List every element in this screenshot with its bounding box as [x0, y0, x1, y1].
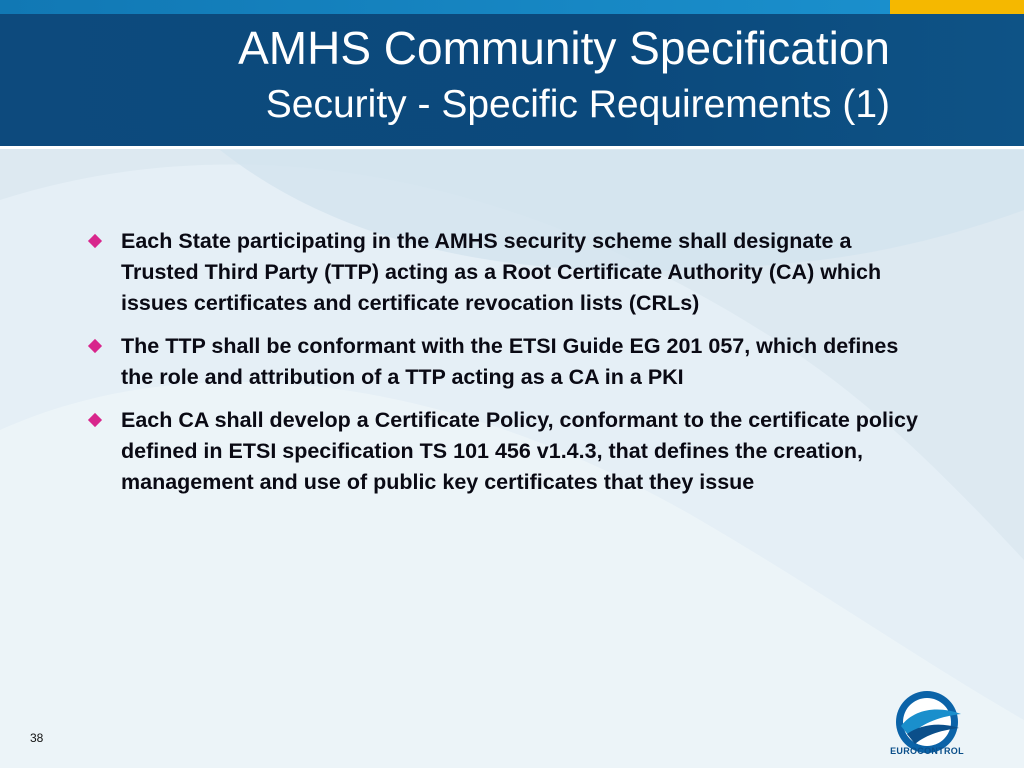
bullet-item	[84, 331, 934, 393]
bullet-list	[84, 226, 934, 510]
diamond-bullet-icon	[88, 234, 102, 248]
diamond-bullet-icon	[88, 339, 102, 353]
bullet-text: The TTP shall be conformant with the ETSI Guide EG 201 057, which defines the role and attribution of a TTP acting as a CA in a PKI	[121, 334, 899, 389]
header-rule	[0, 146, 1024, 149]
slide-title: AMHS Community Specification	[238, 22, 890, 74]
diamond-bullet-icon	[88, 413, 102, 427]
slide-subtitle: Security - Specific Requirements (1)	[265, 83, 890, 126]
bullet-item	[84, 226, 934, 319]
logo-text: EUROCONTROL	[890, 746, 964, 756]
bullet-text: Each State participating in the AMHS security scheme shall designate a Trusted Third Party (TTP) acting as a Root Certificate Authority (CA) which issues certificates and certificate revocation lists (CRLs)	[121, 229, 882, 315]
accent-block	[890, 0, 1024, 14]
page-number: 38	[30, 731, 44, 745]
bullet-text: Each CA shall develop a Certificate Policy, conformant to the certificate policy defined in ETSI specification TS 101 456 v1.4.3, that defines the creation, management and use of public key certificates that they issue	[121, 408, 918, 494]
bullet-item	[84, 405, 934, 498]
top-stripe	[0, 0, 890, 14]
